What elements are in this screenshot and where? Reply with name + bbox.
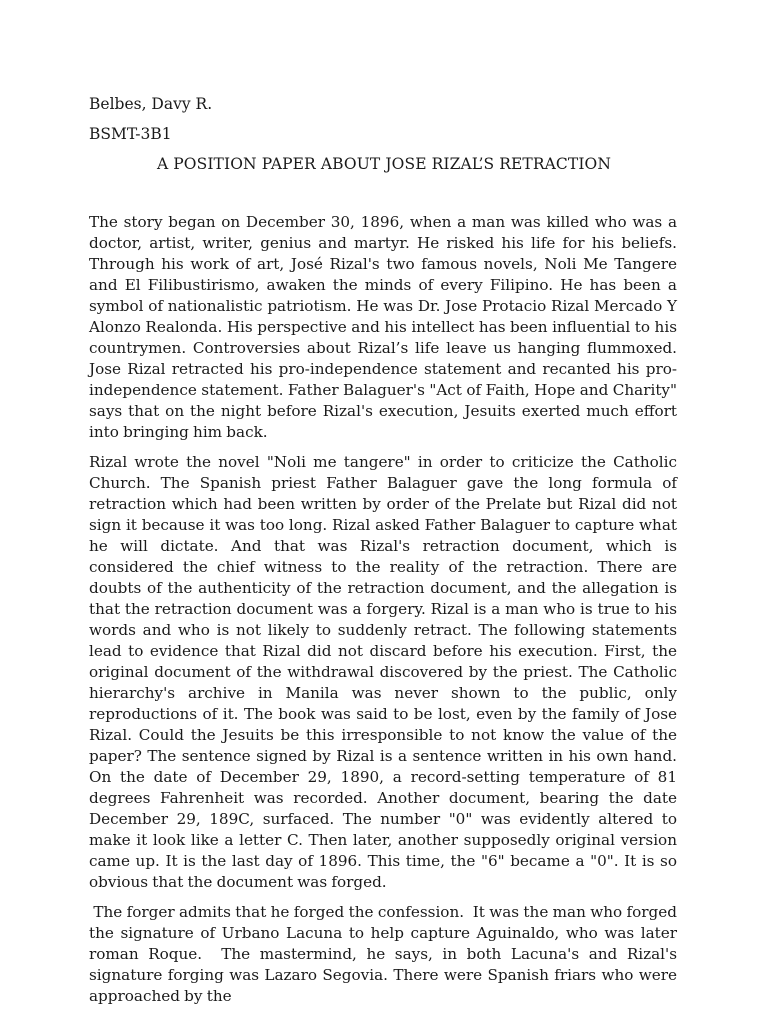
body-text [89,212,682,1016]
paper-title: A POSITION PAPER ABOUT JOSE RIZAL’S RETRACTION [156,155,612,173]
course-section: BSMT-3B1 [89,125,172,143]
paragraph-3: The forger admits that he forged the confession. It was the man who forged the signature of Urbano Lacuna to help capture Aguinaldo, who was later roman Roque. The mastermind, he says, in both Lacuna's and Rizal's signature forging was Lazaro Segovia. There were Spanish friars who were approached by the [89,903,682,1005]
paragraph-1: The story began on December 30, 1896, when a man was killed who was a doctor, artist, writer, genius and martyr. He risked his life for his beliefs. Through his work of art, José Rizal's two famous novels, Noli Me Tangere and El Filibustirismo, awaken the minds of every Filipino. He has been a symbol of nationalistic patriotism. He was Dr. Jose Protacio Rizal Mercado Y Alonzo Realonda. His perspective and his intellect has been influential to his countrymen. Controversies about Rizal’s life leave us hanging flummoxed. Jose Rizal retracted his pro-independence statement and recanted his pro-independence statement. Father Balaguer's "Act of Faith, Hope and Charity" says that on the night before Rizal's execution, Jesuits exerted much effort into bringing him back. [89,213,677,441]
author-name: Belbes, Davy R. [89,95,213,113]
paragraph-2: Rizal wrote the novel "Noli me tangere" in order to criticize the Catholic Church. The Spanish priest Father Balaguer gave the long formula of retraction which had been written by order of the Prelate but Rizal did not sign it because it was too long. Rizal asked Father Balaguer to capture what he will dictate. And that was Rizal's retraction document, which is considered the chief witness to the reality of the retraction. There are doubts of the authenticity of the retraction document, and the allegation is that the retraction document was a forgery. Rizal is a man who is true to his words and who is not likely to suddenly retract. The following statements lead to evidence that Rizal did not discard before his execution. First, the original document of the withdrawal discovered by the priest. The Catholic hierarchy's archive in Manila was never shown to the public, only reproductions of it. The book was said to be lost, even by the family of Jose Rizal. Could the Jesuits be this irresponsible to not know the value of the paper? The sentence signed by Rizal is a sentence written in his own hand. On the date of December 29, 1890, a record-setting temperature of 81 degrees Fahrenheit was recorded. Another document, bearing the date December 29, 189C, surfaced. The number "0" was evidently altered to make it look like a letter C. Then later, another supposedly original version came up. It is the last day of 1896. This time, the "6" became a "0". It is so obvious that the document was forged. [89,453,677,891]
